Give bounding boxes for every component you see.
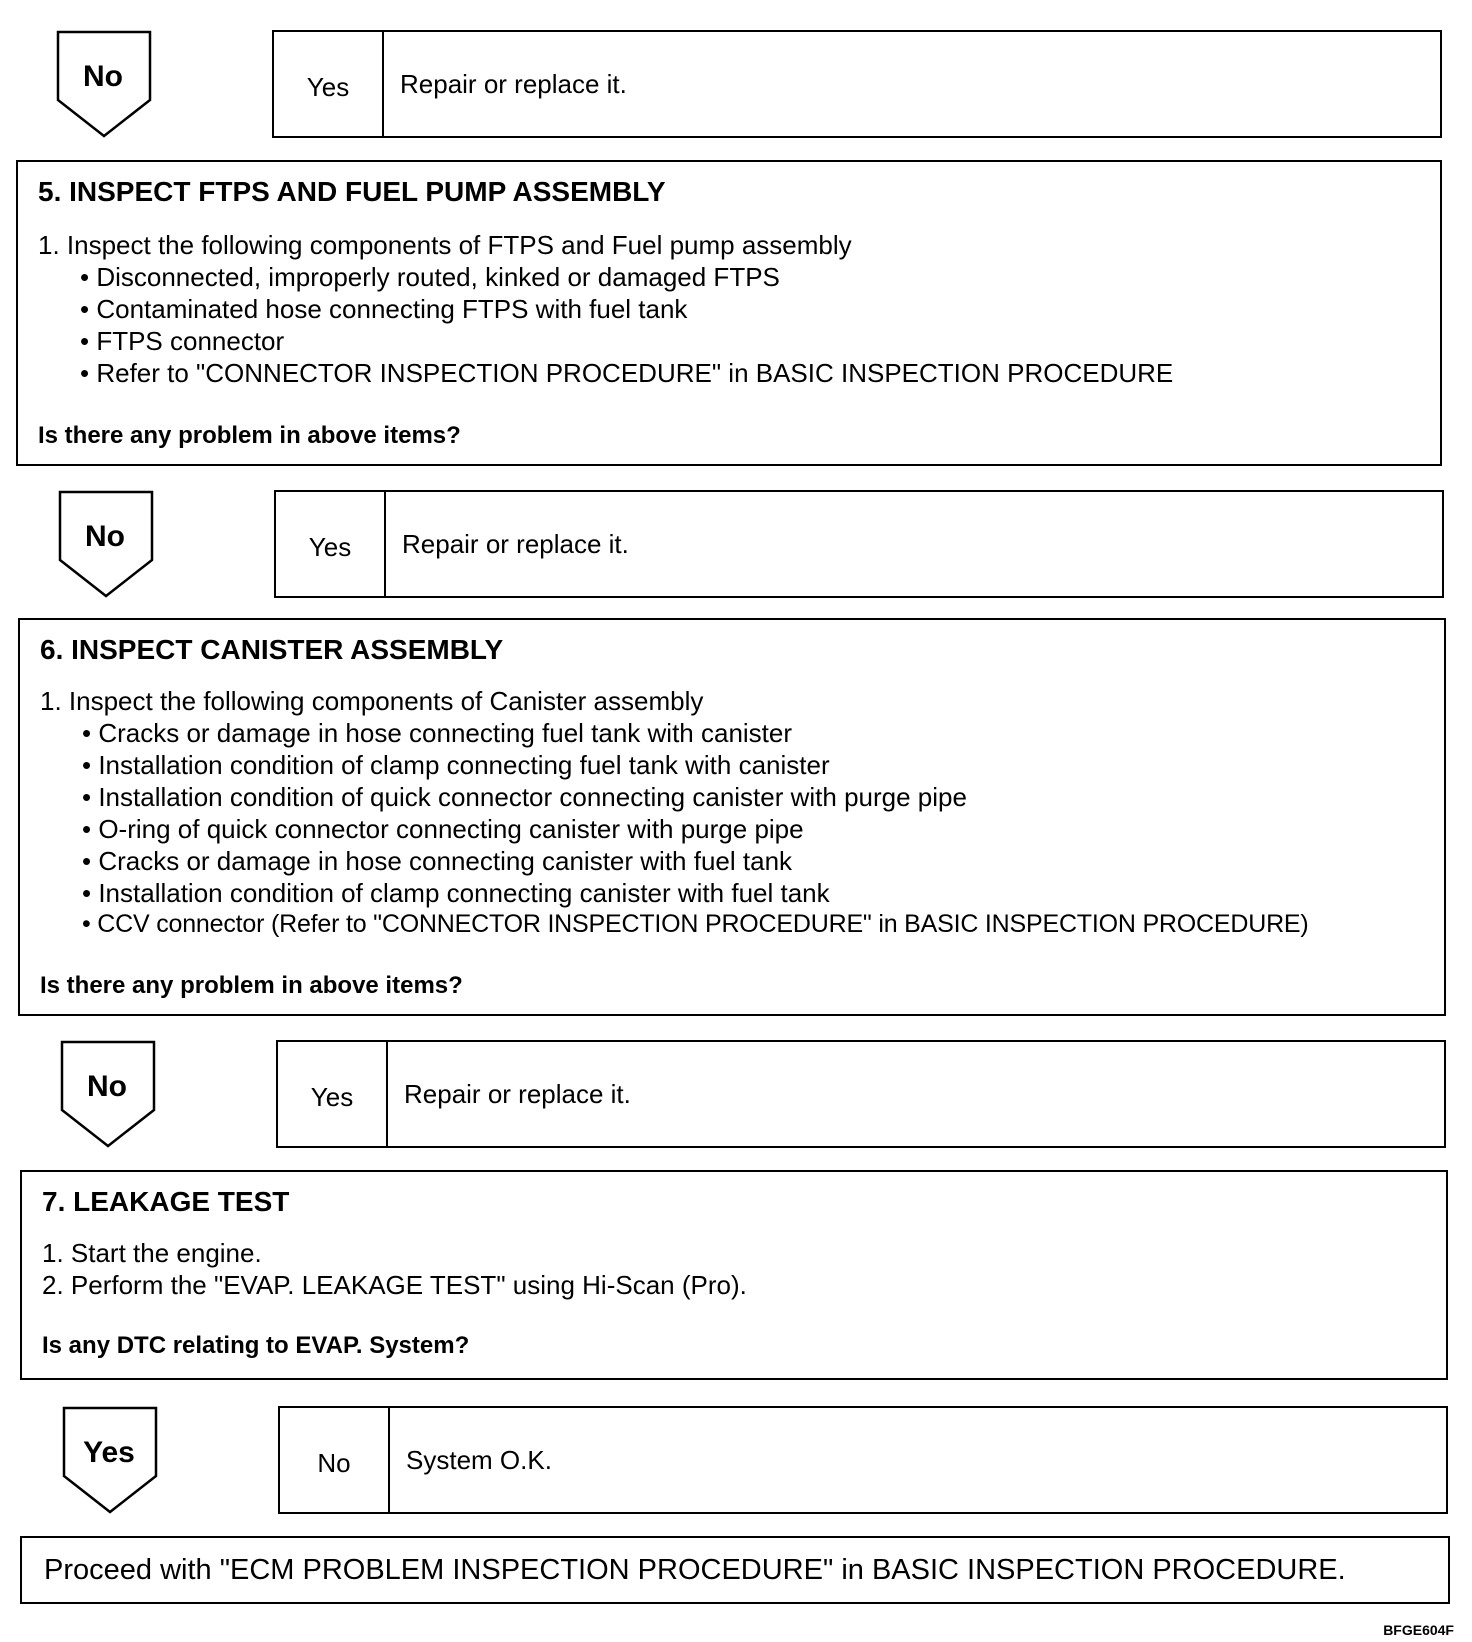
step-bullet: • FTPS connector bbox=[80, 326, 285, 356]
branch-box bbox=[278, 1406, 1448, 1514]
figure-code: BFGE604F bbox=[1383, 1622, 1454, 1638]
branch-action: System O.K. bbox=[406, 1444, 552, 1475]
branch-action: Repair or replace it. bbox=[404, 1078, 631, 1109]
step-title: 7. LEAKAGE TEST bbox=[42, 1186, 290, 1217]
branch-box bbox=[272, 30, 1442, 138]
final-action-text: Proceed with "ECM PROBLEM INSPECTION PROCEDURE" in BASIC INSPECTION PROCEDURE. bbox=[44, 1553, 1346, 1586]
arrow-label: No bbox=[83, 60, 123, 93]
arrow-label: No bbox=[87, 1070, 127, 1103]
branch-action: Repair or replace it. bbox=[402, 528, 629, 559]
step-title: 6. INSPECT CANISTER ASSEMBLY bbox=[40, 634, 504, 665]
step-6-box bbox=[18, 618, 1446, 1016]
flow-arrow-yes bbox=[62, 1406, 158, 1514]
step-title: 5. INSPECT FTPS AND FUEL PUMP ASSEMBLY bbox=[38, 176, 666, 207]
step-bullet: • Installation condition of clamp connecting fuel tank with canister bbox=[82, 750, 830, 780]
branch-box bbox=[276, 1040, 1446, 1148]
branch-answer: Yes bbox=[276, 492, 386, 596]
step-bullet: • Cracks or damage in hose connecting canister with fuel tank bbox=[82, 846, 793, 876]
branch-answer: No bbox=[280, 1408, 390, 1512]
branch-answer: Yes bbox=[278, 1042, 388, 1146]
step-bullet: • Installation condition of clamp connecting canister with fuel tank bbox=[82, 878, 830, 908]
arrow-label: No bbox=[85, 520, 125, 553]
step-bullet: • O-ring of quick connector connecting canister with purge pipe bbox=[82, 814, 804, 844]
flow-arrow-no bbox=[58, 490, 154, 598]
step-question: Is any DTC relating to EVAP. System? bbox=[42, 1332, 470, 1359]
step-bullet: • CCV connector (Refer to "CONNECTOR INSPECTION PROCEDURE" in BASIC INSPECTION PROCEDURE) bbox=[82, 910, 1309, 938]
branch-answer: Yes bbox=[274, 32, 384, 136]
step-line: 2. Perform the "EVAP. LEAKAGE TEST" using Hi-Scan (Pro). bbox=[42, 1270, 747, 1300]
flow-arrow-no bbox=[56, 30, 152, 138]
step-bullet: • Refer to "CONNECTOR INSPECTION PROCEDURE" in BASIC INSPECTION PROCEDURE bbox=[80, 358, 1174, 388]
step-bullet: • Cracks or damage in hose connecting fuel tank with canister bbox=[82, 718, 793, 748]
final-action-box bbox=[20, 1536, 1450, 1604]
flow-arrow-no bbox=[60, 1040, 156, 1148]
step-bullet: • Disconnected, improperly routed, kinked or damaged FTPS bbox=[80, 262, 780, 292]
branch-action: Repair or replace it. bbox=[400, 68, 627, 99]
step-bullet: • Contaminated hose connecting FTPS with fuel tank bbox=[80, 294, 688, 324]
step-line: 1. Inspect the following components of Canister assembly bbox=[40, 686, 704, 716]
step-question: Is there any problem in above items? bbox=[38, 422, 461, 449]
branch-box bbox=[274, 490, 1444, 598]
step-bullet: • Installation condition of quick connector connecting canister with purge pipe bbox=[82, 782, 967, 812]
step-question: Is there any problem in above items? bbox=[40, 972, 463, 999]
step-line: 1. Inspect the following components of FTPS and Fuel pump assembly bbox=[38, 230, 852, 260]
arrow-label: Yes bbox=[83, 1436, 135, 1469]
step-line: 1. Start the engine. bbox=[42, 1238, 262, 1268]
step-7-box bbox=[20, 1170, 1448, 1380]
step-5-box bbox=[16, 160, 1442, 466]
